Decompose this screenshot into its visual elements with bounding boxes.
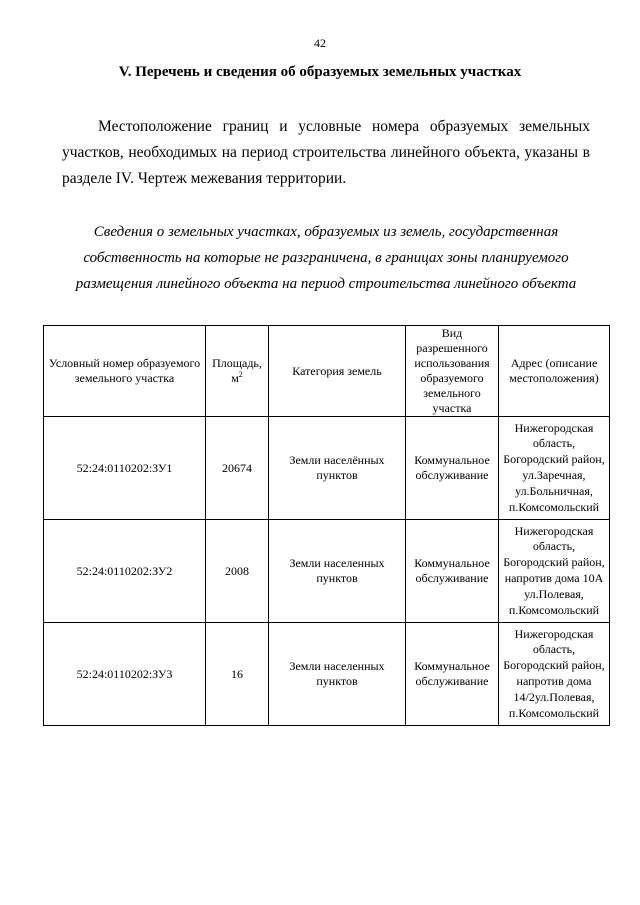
cell-use: Коммунальное обслуживание — [406, 623, 499, 726]
table-title: Сведения о земельных участках, образуемых из земель, государственная собственность на которые не разграничена, в границах зоны планируемого размещения линейного объекта на период строительства линейного объекта — [75, 224, 577, 292]
cell-address: Нижегородская область, Богородский район, напротив дома 10А ул.Полевая, п.Комсомольский — [499, 520, 610, 623]
cell-area: 20674 — [206, 417, 269, 520]
cell-address: Нижегородская область, Богородский район, напротив дома 14/2ул.Полевая, п.Комсомольский — [499, 623, 610, 726]
intro-paragraph: Местоположение границ и условные номера образуемых земельных участков, необходимых на период строительства линейного объекта, указаны в разделе IV. Чертеж межевания территории. — [62, 118, 590, 187]
cell-address: Нижегородская область, Богородский район, ул.Заречная, ул.Больничная, п.Комсомольский — [499, 417, 610, 520]
header-area — [206, 326, 269, 417]
cell-number: 52:24:0110202:ЗУ1 — [44, 417, 206, 520]
header-use: Вид разрешенного использования образуемого земельного участка — [406, 326, 499, 417]
cell-category: Земли населенных пунктов — [269, 520, 406, 623]
header-area-label: Площадь, м — [212, 356, 262, 385]
cell-number: 52:24:0110202:ЗУ3 — [44, 623, 206, 726]
cell-number: 52:24:0110202:ЗУ2 — [44, 520, 206, 623]
header-number: Условный номер образуемого земельного участка — [44, 326, 206, 417]
header-category: Категория земель — [269, 326, 406, 417]
table-row — [44, 520, 610, 623]
header-address: Адрес (описание местоположения) — [499, 326, 610, 417]
table-row — [44, 417, 610, 520]
cell-category: Земли населённых пунктов — [269, 417, 406, 520]
land-plots-table — [43, 325, 610, 726]
section-heading: V. Перечень и сведения об образуемых земельных участках — [118, 64, 522, 80]
cell-area: 2008 — [206, 520, 269, 623]
table-header-row — [44, 326, 610, 417]
header-area-superscript: 2 — [238, 370, 243, 379]
cell-category: Земли населенных пунктов — [269, 623, 406, 726]
cell-area: 16 — [206, 623, 269, 726]
table-row — [44, 623, 610, 726]
page-number: 42 — [314, 36, 326, 50]
cell-use: Коммунальное обслуживание — [406, 417, 499, 520]
cell-use: Коммунальное обслуживание — [406, 520, 499, 623]
